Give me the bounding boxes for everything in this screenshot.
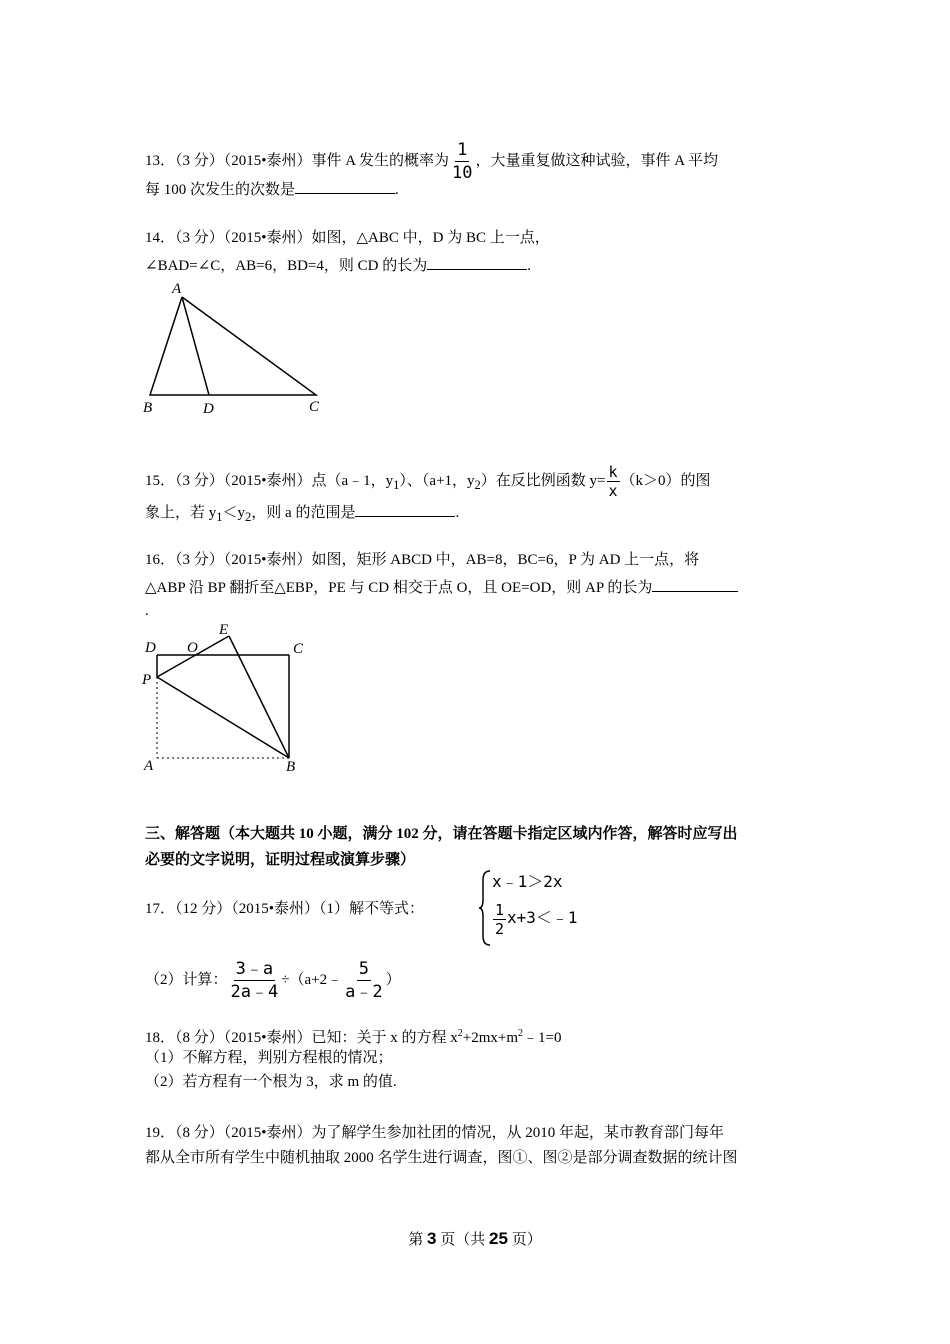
- q16-label-c: C: [293, 641, 304, 657]
- q16-label-p: P: [142, 672, 152, 688]
- q14-line2-text: ∠BAD=∠C，AB=6，BD=4，则 CD 的长为: [145, 258, 428, 274]
- footer-total-pages: 25: [489, 1229, 508, 1248]
- q17-ineq2-den: 2: [495, 920, 505, 938]
- q15-line2-c: ，则 a 的范围是: [251, 505, 356, 521]
- q17-fraction2: [343, 958, 384, 1003]
- q14-line1: 14．（3 分）（2015•泰州）如图，△ABC 中，D 为 BC 上一点，: [145, 230, 550, 246]
- q15-suffix: （k＞0）的图: [620, 472, 711, 489]
- q17-f2-den: a﹣2: [345, 982, 383, 1003]
- q17-ineq1: x﹣1＞2x: [492, 872, 563, 891]
- q15-line2-b: ＜y: [222, 505, 246, 521]
- q15-prefix: 15．（3 分）（2015•泰州）点（a﹣1，y: [145, 472, 394, 489]
- q17-ineq2-fraction: [493, 901, 506, 938]
- q15-end: .: [455, 505, 460, 521]
- q13-line2-text: 每 100 次发生的次数是: [145, 182, 296, 198]
- footer-pre: 第: [408, 1232, 424, 1248]
- footer-page-number: 3: [427, 1229, 437, 1248]
- q15-mid2: ）在反比例函数 y=: [480, 472, 606, 489]
- q18-line1: [145, 1024, 562, 1048]
- q17-ineq2-num: 1: [495, 901, 505, 919]
- section3-heading-line1: 三、解答题（本大题共 10 小题，满分 102 分，请在答题卡指定区域内作答，解答时应写出: [145, 826, 738, 842]
- q17-part2-label: （2）计算：: [145, 972, 228, 988]
- footer-mid: 页（共: [440, 1232, 486, 1248]
- q16-line1: 16．（3 分）（2015•泰州）如图，矩形 ABCD 中，AB=8，BC=6，P 为 AD 上一点，将: [145, 552, 700, 568]
- q13-end: .: [395, 182, 399, 198]
- q18-line3: （2）若方程有一个根为 3，求 m 的值.: [145, 1074, 397, 1090]
- q15-line2-sub2: 2: [245, 510, 252, 524]
- q14-end: .: [527, 258, 531, 274]
- q18-line1-c: ﹣1=0: [523, 1030, 562, 1046]
- q17-part2: [145, 958, 401, 1003]
- q13-frac-den: 10: [452, 163, 473, 183]
- q15-frac-den: x: [608, 482, 618, 500]
- q19-line1: 19．（8 分）（2015•泰州）为了解学生参加社团的情况，从 2010 年起，某市教育部门每年: [145, 1125, 725, 1141]
- q18-line1-b: +2mx+m: [462, 1030, 519, 1046]
- q13-frac-num: 1: [457, 140, 468, 160]
- q14-label-b: B: [143, 400, 153, 416]
- q14-label-d: D: [203, 401, 214, 417]
- q17-ineq2: [492, 901, 578, 938]
- section3-heading-line2: 必要的文字说明，证明过程或演算步骤）: [145, 852, 416, 868]
- q16-label-b: B: [286, 759, 296, 775]
- q15-line2-a: 象上，若 y: [145, 505, 217, 521]
- q18-line1-a: 18．（8 分）（2015•泰州）已知：关于 x 的方程 x: [145, 1030, 458, 1046]
- q19-line2: 都从全市所有学生中随机抽取 2000 名学生进行调查，图①、图②是部分调查数据的统计图: [145, 1150, 738, 1166]
- q17-part1-text: 17．（12 分）（2015•泰州）（1）解不等式：: [145, 901, 425, 917]
- footer-post: 页）: [511, 1232, 542, 1248]
- q18-sup1: 2: [457, 1028, 463, 1039]
- q14-label-a: A: [172, 281, 182, 297]
- q16-line2-text: △ABP 沿 BP 翻折至△EBP，PE 与 CD 相交于点 O，且 OE=OD，则 AP 的长为: [145, 580, 653, 596]
- q16-label-a: A: [144, 758, 154, 774]
- page-footer: [0, 1228, 950, 1249]
- q16-label-d: D: [145, 640, 156, 656]
- q16-label-e: E: [219, 622, 229, 638]
- q17-close: ）: [385, 972, 401, 988]
- q15-frac-num: k: [608, 463, 618, 481]
- q13-suffix: ，大量重复做这种试验，事件 A 平均: [475, 152, 719, 169]
- q15-line2-sub1: 1: [216, 510, 223, 524]
- q14-label-c: C: [309, 399, 320, 415]
- q18-sup2: 2: [518, 1028, 524, 1039]
- q16-label-o: O: [187, 640, 198, 656]
- q16-line3: .: [145, 603, 149, 619]
- q15-mid1: ）、（a+1，y: [399, 472, 475, 489]
- q17-f1-num: 3﹣a: [235, 959, 274, 980]
- q17-div: ÷（a+2﹣: [281, 972, 343, 988]
- q17-inequality-system: [478, 868, 598, 948]
- q13-prefix: 13．（3 分）（2015•泰州）事件 A 发生的概率为: [145, 152, 450, 169]
- q15-sub2: 2: [474, 477, 481, 492]
- q15-sub1: 1: [393, 477, 400, 492]
- q17-ineq2-rest: x+3＜﹣1: [507, 907, 578, 927]
- q17-fraction1: [229, 958, 281, 1003]
- q17-f1-den: 2a﹣4: [230, 982, 279, 1003]
- q18-line2: （1）不解方程，判别方程根的情况；: [145, 1050, 393, 1066]
- q17-f2-num: 5: [358, 959, 369, 980]
- q17-brace-icon: [478, 868, 492, 948]
